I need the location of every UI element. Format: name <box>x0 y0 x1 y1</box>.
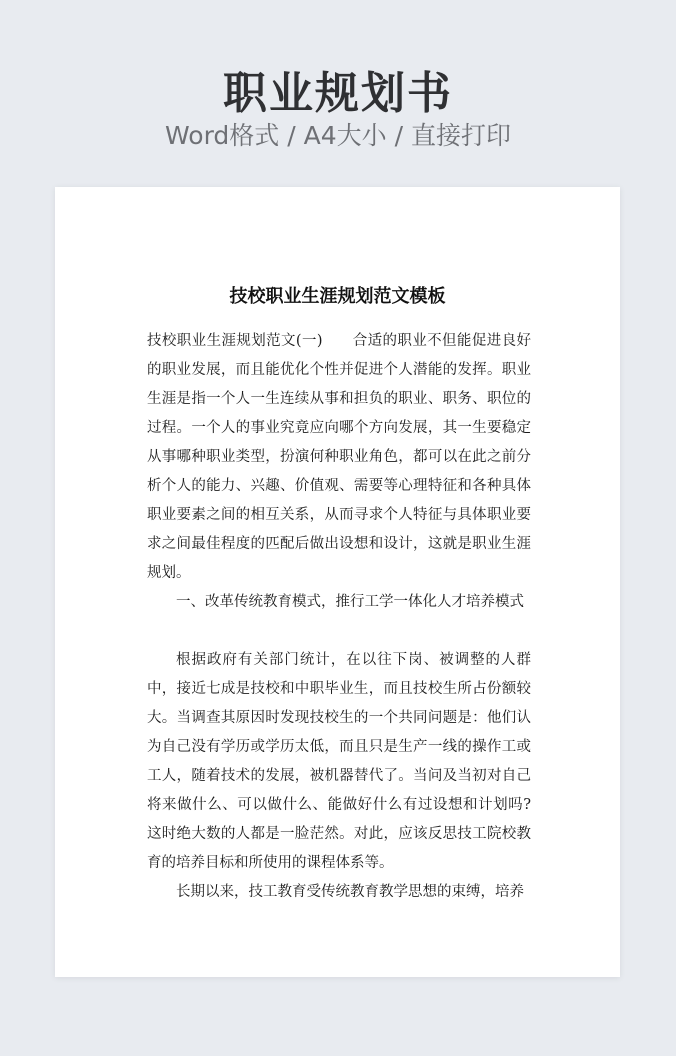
paragraph-continued: 长期以来，技工教育受传统教育教学思想的束缚，培养 <box>176 884 524 900</box>
page-title: 职业规划书 <box>223 68 453 119</box>
document-body <box>147 327 531 907</box>
document-title: 技校职业生涯规划范文模板 <box>229 286 446 307</box>
paragraph-intro: 技校职业生涯规划范文(一) 合适的职业不但能促进良好的职业发展，而且能优化个性并促进个人潜能的发挥。职业生涯是指一个人一生连续从事和担负的职业、职务、职位的过程。一个人的事业究竟应向哪个方向发展，其一生要稳定从事哪种职业类型，扮演何种职业角色，都可以在此之前分析个人的能力、兴趣、价值观、需要等心理特征和各种具体职业要素之间的相互关系，从而寻求个人特征与具体职业要求之间最佳程度的匹配后做出设想和设计，这就是职业生涯规划。 <box>147 333 531 581</box>
document-page <box>55 187 620 977</box>
paragraph-spacer <box>147 617 531 646</box>
section-heading: 一、改革传统教育模式，推行工学一体化人才培养模式 <box>176 594 524 610</box>
page-subtitle: Word格式 / A4大小 / 直接打印 <box>165 121 511 150</box>
paragraph-statistics: 根据政府有关部门统计，在以往下岗、被调整的人群中，接近七成是技校和中职毕业生，而且技校生所占份额较大。当调查其原因时发现技校生的一个共同问题是：他们认为自己没有学历或学历太低，而且只是生产一线的操作工或工人，随着技术的发展，被机器替代了。当问及当初对自己将来做什么、可以做什么、能做好什么有过设想和计划吗?这时绝大数的人都是一脸茫然。对此，应该反思技工院校教育的培养目标和所使用的课程体系等。 <box>147 652 531 871</box>
